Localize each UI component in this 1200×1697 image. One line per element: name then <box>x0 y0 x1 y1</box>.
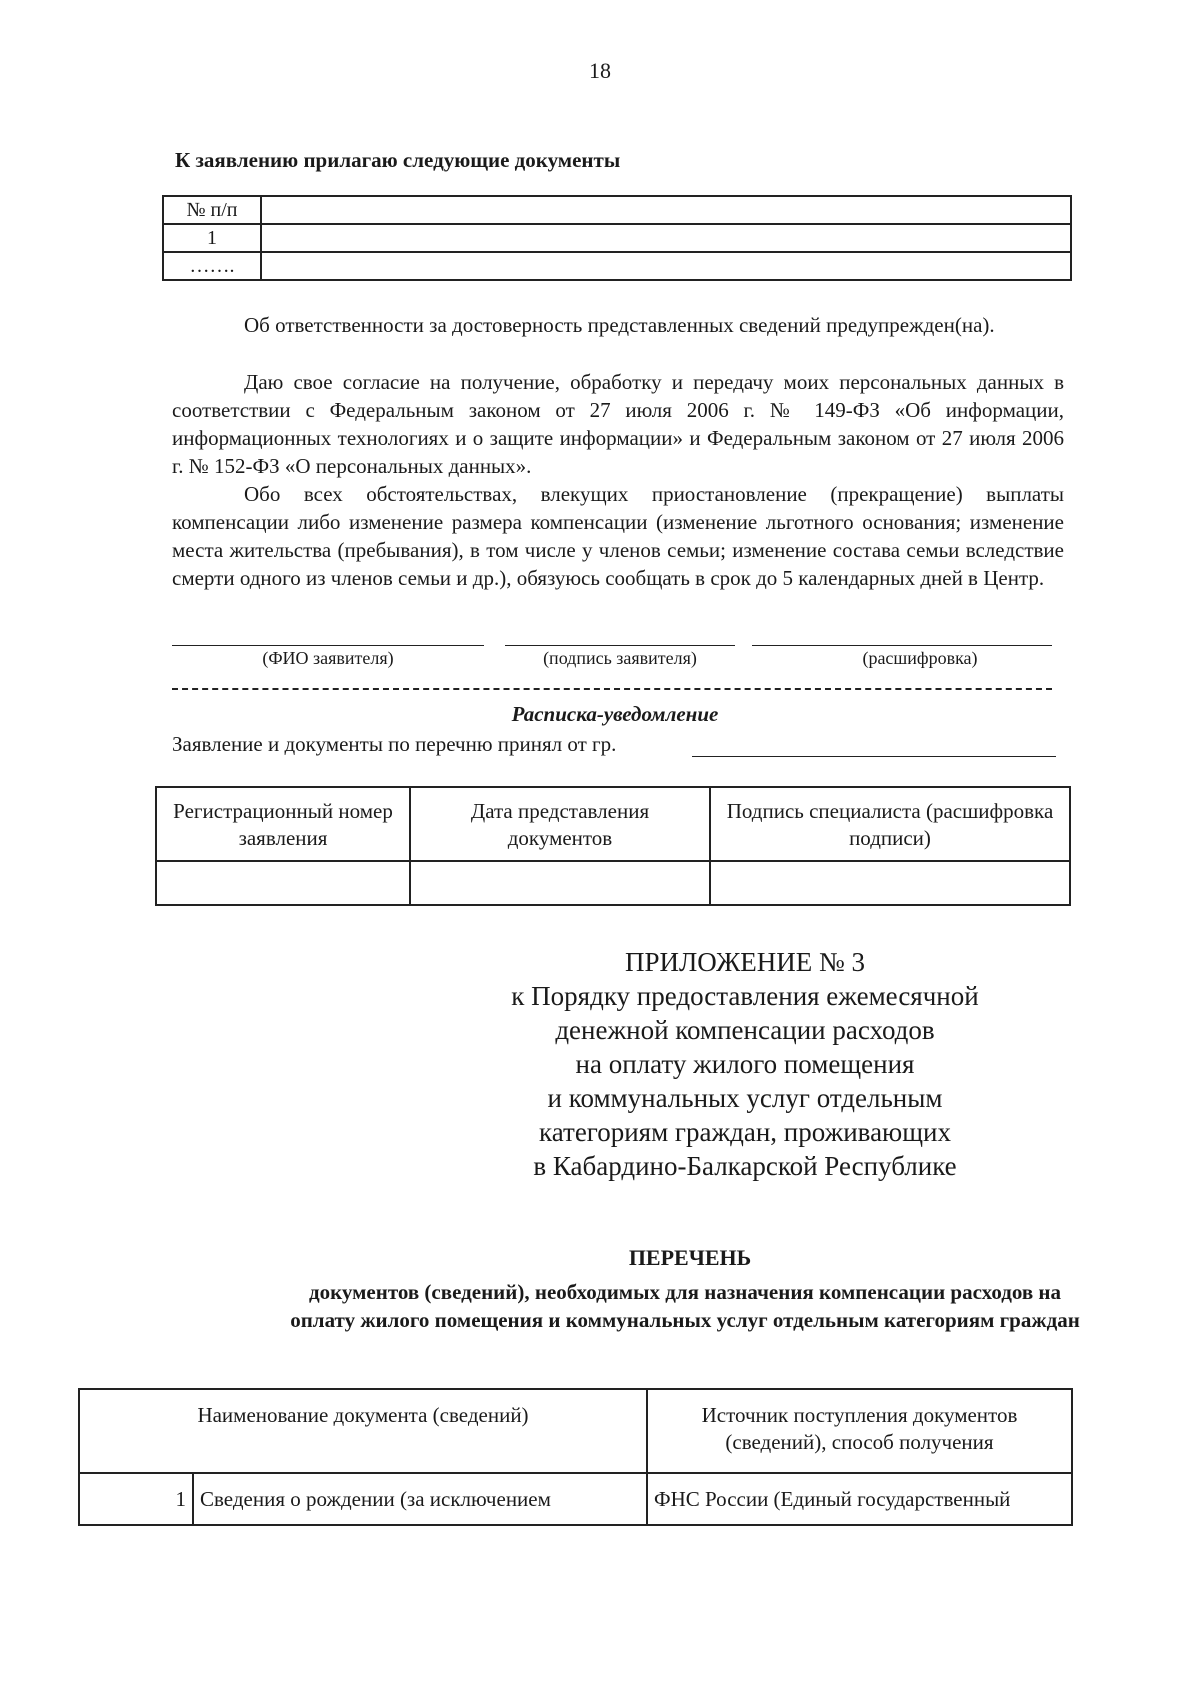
appendix-block <box>480 945 1010 1183</box>
obligation-paragraph: Обо всех обстоятельствах, влекущих приостановление (прекращение) выплаты компенсации либо изменение размера компенсации (изменение льготного основания; изменение места жительства (пребывания), в том числе у членов семьи; изменение состава семьи вследствие смерти одного из членов семьи и др.), обязуюсь сообщать в срок до 5 календарных дней в Центр. <box>172 482 1064 590</box>
table-header: Источник поступления документов (сведений), способ получения <box>647 1389 1072 1473</box>
table-row <box>163 252 1071 280</box>
table-row <box>163 196 1071 224</box>
attachments-table <box>162 195 1072 281</box>
signature-line <box>505 645 735 646</box>
table-cell: ……. <box>163 252 261 280</box>
appendix-line: в Кабардино-Балкарской Республике <box>533 1151 957 1181</box>
decode-label: (расшифровка) <box>862 648 978 668</box>
fio-line <box>172 645 484 646</box>
page-number: 18 <box>589 58 611 83</box>
table-cell <box>410 861 710 905</box>
responsibility-paragraph: Об ответственности за достоверность представленных сведений предупрежден(на). <box>244 313 995 337</box>
table-cell: № п/п <box>163 196 261 224</box>
appendix-line: категориям граждан, проживающих <box>539 1117 951 1147</box>
signature-label: (подпись заявителя) <box>543 648 697 668</box>
list-subtitle: документов (сведений), необходимых для назначения компенсации расходов на оплату жилого помещения и коммунальных услуг отдельным категориям граждан <box>290 1280 1080 1332</box>
list-title: ПЕРЕЧЕНЬ <box>628 1245 752 1270</box>
row-number: 1 <box>79 1473 193 1525</box>
document-source: ФНС России (Единый государственный <box>647 1473 1072 1525</box>
receipt-table <box>155 786 1071 906</box>
consent-paragraph: Даю свое согласие на получение, обработку и передачу моих персональных данных в соответствии с Федеральным законом от 27 июля 2006 г. № 149-ФЗ «Об информации, информационных технологиях и о защите информации» и Федеральным законом от 27 июля 2006 г. № 152-ФЗ «О персональных данных». <box>172 370 1064 478</box>
table-row <box>163 224 1071 252</box>
appendix-title: ПРИЛОЖЕНИЕ № 3 <box>624 947 866 977</box>
table-cell <box>261 252 1071 280</box>
receipt-name-line <box>692 756 1056 757</box>
attachments-heading: К заявлению прилагаю следующие документы <box>175 148 621 172</box>
table-cell: 1 <box>163 224 261 252</box>
documents-list-table <box>78 1388 1073 1526</box>
appendix-line: и коммунальных услуг отдельным <box>547 1083 943 1113</box>
decode-line <box>752 645 1052 646</box>
table-row <box>79 1389 1072 1473</box>
table-row <box>79 1473 1072 1525</box>
table-cell <box>710 861 1070 905</box>
cut-line <box>172 688 1052 690</box>
appendix-line: к Порядку предоставления ежемесячной <box>511 981 979 1011</box>
appendix-line: на оплату жилого помещения <box>575 1049 915 1079</box>
document-name: Сведения о рождении (за исключением <box>193 1473 647 1525</box>
table-cell <box>261 196 1071 224</box>
fio-label: (ФИО заявителя) <box>262 648 394 668</box>
receipt-title: Расписка-уведомление <box>511 702 719 726</box>
table-row <box>156 787 1070 861</box>
table-header: Подпись специалиста (расшифровка подписи) <box>710 787 1070 861</box>
appendix-line: денежной компенсации расходов <box>555 1015 935 1045</box>
table-cell <box>156 861 410 905</box>
table-row <box>156 861 1070 905</box>
table-header: Дата представления документов <box>410 787 710 861</box>
table-cell <box>261 224 1071 252</box>
table-header: Наименование документа (сведений) <box>79 1389 647 1473</box>
table-header: Регистрационный номер заявления <box>156 787 410 861</box>
receipt-line: Заявление и документы по перечню принял от гр. <box>172 732 617 756</box>
